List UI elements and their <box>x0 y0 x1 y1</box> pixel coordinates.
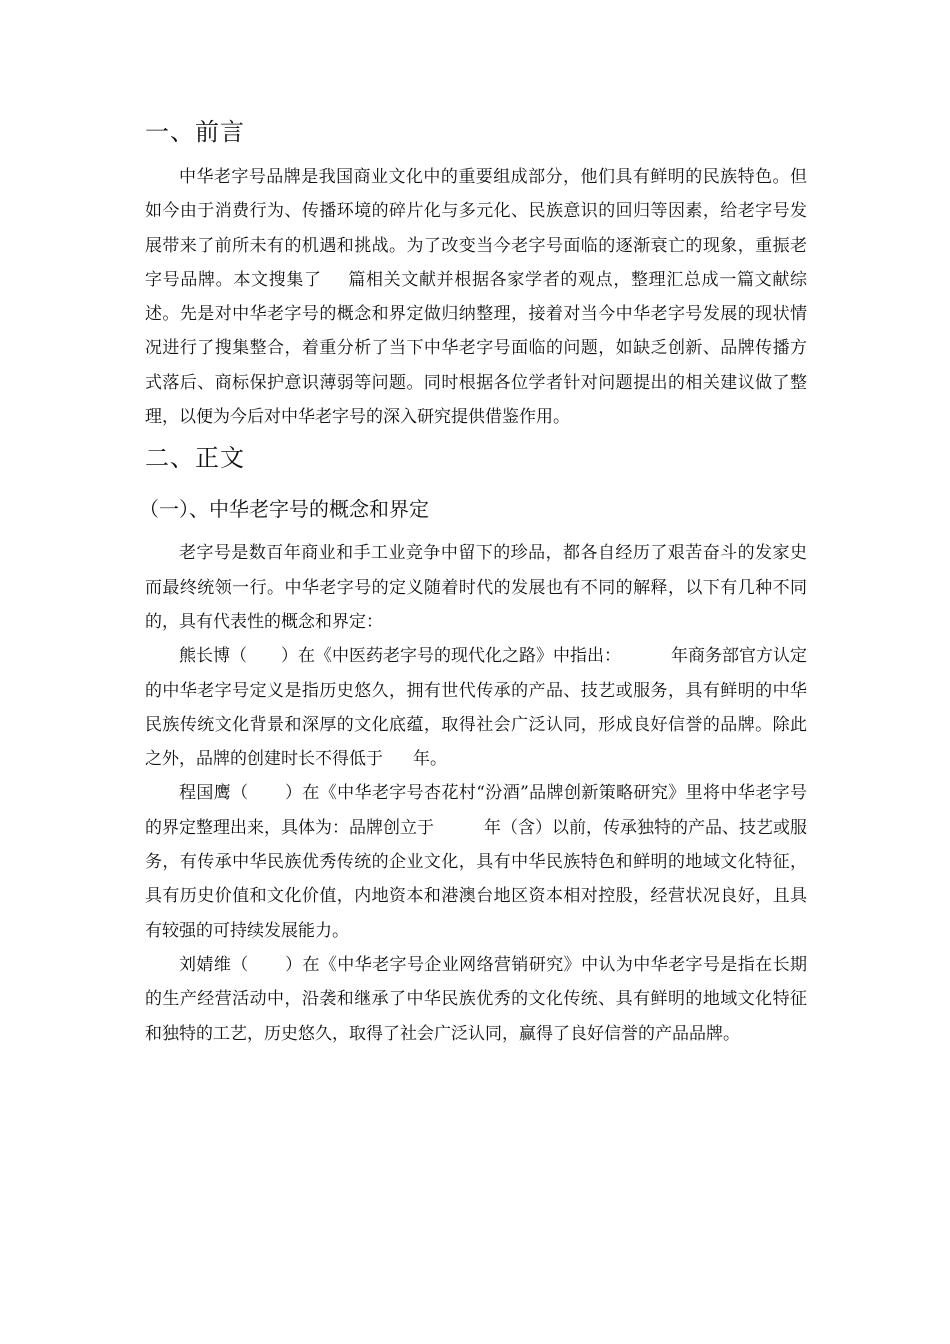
body-heading: 二、正文 <box>145 444 245 473</box>
cheng-text-c: 年（含）以前，传承独特的产品、技艺或服务，有传承中华民族优秀传统的企业文化，具有中华民族特色和鲜明的地域文化特征，具有历史价值和文化价值，内地资本和港澳台地区资本相对控股，经营状况良好，且具有较强的可持续发展能力。 <box>145 817 807 941</box>
xiong-text-c: 年商务部官方认定的中华老字号定义是指历史悠久，拥有世代传承的产品、技艺或服务，具有鲜明的中华民族传统文化背景和深厚的文化底蕴，取得社会广泛认同，形成良好信誉的品牌。除此之外，品牌的创建时长不得低于 <box>145 646 807 770</box>
xiong-text-b: ）在《中医药老字号的现代化之路》中指出： <box>281 646 621 667</box>
document-content <box>139 112 808 1051</box>
liu-paragraph <box>145 948 807 1051</box>
intro-paragraph: 老字号是数百年商业和手工业竞争中留下的珍品，都各自经历了艰苦奋斗的发家史而最终统领一行。中华老字号的定义随着时代的发展也有不同的解释，以下有几种不同的，具有代表性的概念和界定： <box>145 543 807 632</box>
preface-text-part2: 篇相关文献并根据各家学者的观点，整理汇总成一篇文献综述。先是对中华老字号的概念和界定做归纳整理，接着对当今中华老字号发展的现状情况进行了搜集整合，着重分析了当下中华老字号面临的问题，如缺乏创新、品牌传播方式落后、商标保护意识薄弱等问题。同时根据各位学者针对问题提出的相关建议做了整理，以便为今后对中华老字号的深入研究提供借鉴作用。 <box>145 269 808 428</box>
liu-text-b: ）在《中华老字号企业网络营销研究》中认为中华老字号是指在长期的生产经营活动中，沿袭和继承了中华民族优秀的文化传统、具有鲜明的地域文化特征和独特的工艺，历史悠久，取得了社会广泛认同，赢得了良好信誉的产品品牌。 <box>145 954 808 1044</box>
xiong-text-d: 年。 <box>413 749 447 770</box>
liu-text-a: 刘婧维（ <box>179 954 249 975</box>
preface-heading: 一、前言 <box>145 118 245 146</box>
cheng-paragraph <box>145 776 807 947</box>
xiong-text-a: 熊长博（ <box>179 646 247 667</box>
preface-paragraph <box>145 160 807 434</box>
xiong-paragraph <box>145 639 807 776</box>
cheng-text-b: ）在《中华老字号杏花村“汾酒”品牌创新策略研究》里将中华老字号的界定整理出来，具体为：品牌创立于 <box>145 783 807 838</box>
cheng-text-a: 程国鹰（ <box>179 783 249 804</box>
preface-text-part1: 中华老字号品牌是我国商业文化中的重要组成部分，他们具有鲜明的民族特色。但如今由于消费行为、传播环境的碎片化与多元化、民族意识的回归等因素，给老字号发展带来了前所未有的机遇和挑战。为了改变当今老字号面临的逐渐衰亡的现象，重振老字号品牌。本文搜集了 <box>145 167 807 290</box>
subsection-heading: （一）、中华老字号的概念和界定 <box>139 497 429 522</box>
